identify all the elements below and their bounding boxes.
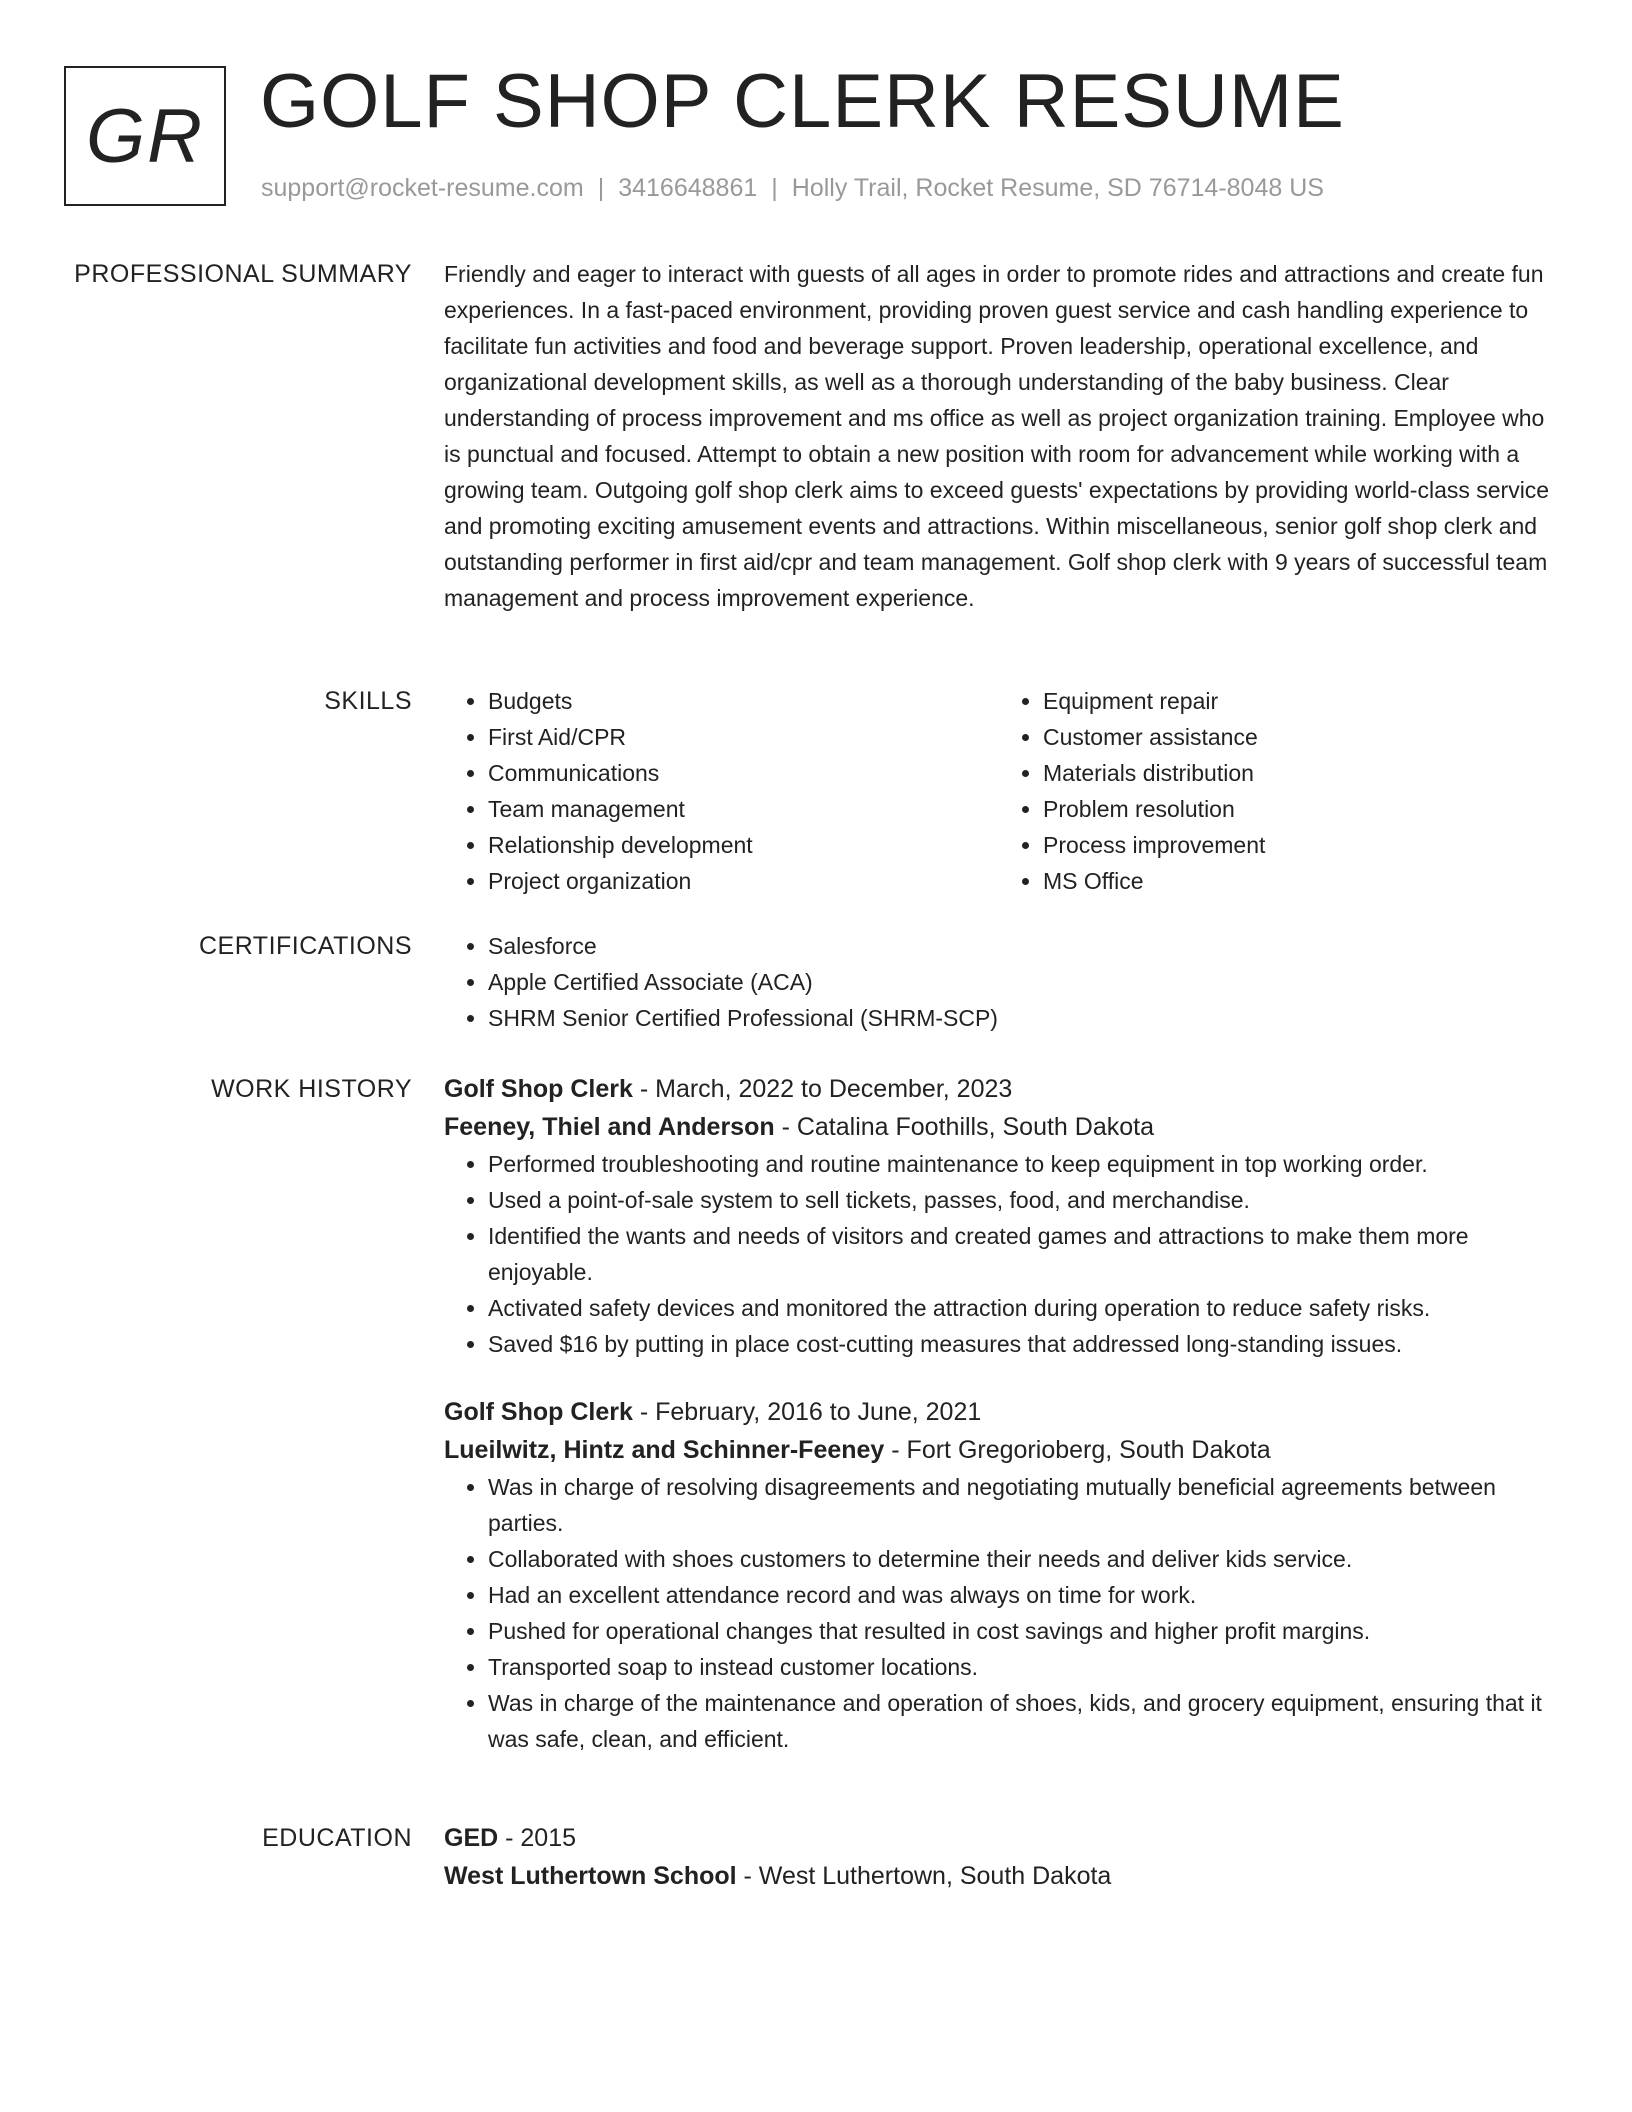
certifications-list [444, 928, 1554, 1036]
list-item: • MS Office [1043, 863, 1554, 899]
list-item: • Equipment repair [1043, 683, 1554, 719]
contact-line [261, 174, 1324, 203]
job-company-line [444, 1108, 1554, 1146]
list-item: • Apple Certified Associate (ACA) [488, 964, 1554, 1000]
list-item: • Was in charge of the maintenance and operation of shoes, kids, and grocery equipment, ensuring that it was safe, clean, and efficient. [488, 1685, 1554, 1757]
education-year: - 2015 [498, 1824, 577, 1852]
contact-separator: | [597, 174, 605, 202]
skills-grid [444, 683, 1554, 899]
monogram-initials: GR [86, 93, 204, 179]
list-item: • Identified the wants and needs of visitors and created games and attractions to make them more enjoyable. [488, 1218, 1554, 1290]
skills-list-right [999, 683, 1554, 899]
job-bullets [444, 1146, 1554, 1362]
education-degree-line [444, 1819, 1554, 1857]
job-entry [444, 1393, 1554, 1757]
list-item: • Performed troubleshooting and routine maintenance to keep equipment in top working order. [488, 1146, 1554, 1182]
job-location: - Fort Gregorioberg, South Dakota [884, 1436, 1271, 1464]
summary-body [444, 256, 1554, 616]
list-item: • Process improvement [1043, 827, 1554, 863]
list-item: • First Aid/CPR [488, 719, 999, 755]
job-title: Golf Shop Clerk [444, 1075, 633, 1103]
job-company: Lueilwitz, Hintz and Schinner-Feeney [444, 1436, 885, 1464]
list-item: • Collaborated with shoes customers to determine their needs and deliver kids service. [488, 1541, 1554, 1577]
education-location: - West Luthertown, South Dakota [736, 1862, 1112, 1890]
work-history-body [444, 1070, 1554, 1757]
list-item: • Used a point-of-sale system to sell tickets, passes, food, and merchandise. [488, 1182, 1554, 1218]
job-bullets [444, 1469, 1554, 1757]
job-dates: - March, 2022 to December, 2023 [632, 1075, 1013, 1103]
education-school: West Luthertown School [444, 1862, 737, 1890]
section-label-certifications: CERTIFICATIONS [198, 932, 412, 960]
section-label-summary: PROFESSIONAL SUMMARY [74, 260, 412, 288]
job-title-line [444, 1393, 1554, 1431]
list-item: • Relationship development [488, 827, 999, 863]
job-location: - Catalina Foothills, South Dakota [774, 1113, 1154, 1141]
job-entry [444, 1070, 1554, 1362]
list-item: • Had an excellent attendance record and was always on time for work. [488, 1577, 1554, 1613]
contact-separator: | [771, 174, 778, 202]
list-item: • Materials distribution [1043, 755, 1554, 791]
list-item: • Saved $16 by putting in place cost-cutting measures that addressed long-standing issues. [488, 1326, 1554, 1362]
job-title: Golf Shop Clerk [444, 1398, 633, 1426]
list-item: • Communications [488, 755, 999, 791]
contact-email[interactable]: support@rocket-resume.com [261, 174, 584, 202]
summary-text: Friendly and eager to interact with guests of all ages in order to promote rides and attractions and create fun experiences. In a fast-paced environment, providing proven guest service and cash handling experience to facilitate fun activities and food and beverage support. Proven leadership, operational excellence, and organizational development skills, as well as a thorough understanding of the baby business. Clear understanding of process improvement and ms office as well as project organization training. Employee who is punctual and focused. Attempt to obtain a new position with room for advancement while working with a growing team. Outgoing golf shop clerk aims to exceed guests' expectations by providing world-class service and promoting exciting amusement events and attractions. Within miscellaneous, senior golf shop clerk and outstanding performer in first aid/cpr and team management. Golf shop clerk with 9 years of successful team management and process improvement experience. [444, 261, 1550, 611]
list-item: • Team management [488, 791, 999, 827]
education-body [444, 1819, 1554, 1895]
list-item: • Transported soap to instead customer locations. [488, 1649, 1554, 1685]
list-item: • Was in charge of resolving disagreements and negotiating mutually beneficial agreements between parties. [488, 1469, 1554, 1541]
section-label-education: EDUCATION [262, 1824, 412, 1852]
job-company-line [444, 1431, 1554, 1469]
certifications-body [444, 928, 1554, 1036]
education-school-line [444, 1857, 1554, 1895]
job-title-line [444, 1070, 1554, 1108]
education-degree: GED [444, 1824, 499, 1852]
list-item: • Activated safety devices and monitored the attraction during operation to reduce safety risks. [488, 1290, 1554, 1326]
list-item: • Budgets [488, 683, 999, 719]
skills-list-left [444, 683, 999, 899]
contact-phone[interactable]: 3416648861 [618, 174, 758, 202]
section-label-skills: SKILLS [324, 687, 412, 715]
contact-address: Holly Trail, Rocket Resume, SD 76714-8048 US [791, 174, 1324, 202]
resume-title: GOLF SHOP CLERK RESUME [260, 59, 1345, 144]
job-company: Feeney, Thiel and Anderson [444, 1113, 775, 1141]
list-item: • Project organization [488, 863, 999, 899]
section-label-work-history: WORK HISTORY [211, 1075, 412, 1103]
job-dates: - February, 2016 to June, 2021 [632, 1398, 982, 1426]
list-item: • Pushed for operational changes that resulted in cost savings and higher profit margins. [488, 1613, 1554, 1649]
list-item: • SHRM Senior Certified Professional (SHRM-SCP) [488, 1000, 1554, 1036]
list-item: • Problem resolution [1043, 791, 1554, 827]
list-item: • Customer assistance [1043, 719, 1554, 755]
list-item: • Salesforce [488, 928, 1554, 964]
monogram-logo [64, 66, 226, 206]
